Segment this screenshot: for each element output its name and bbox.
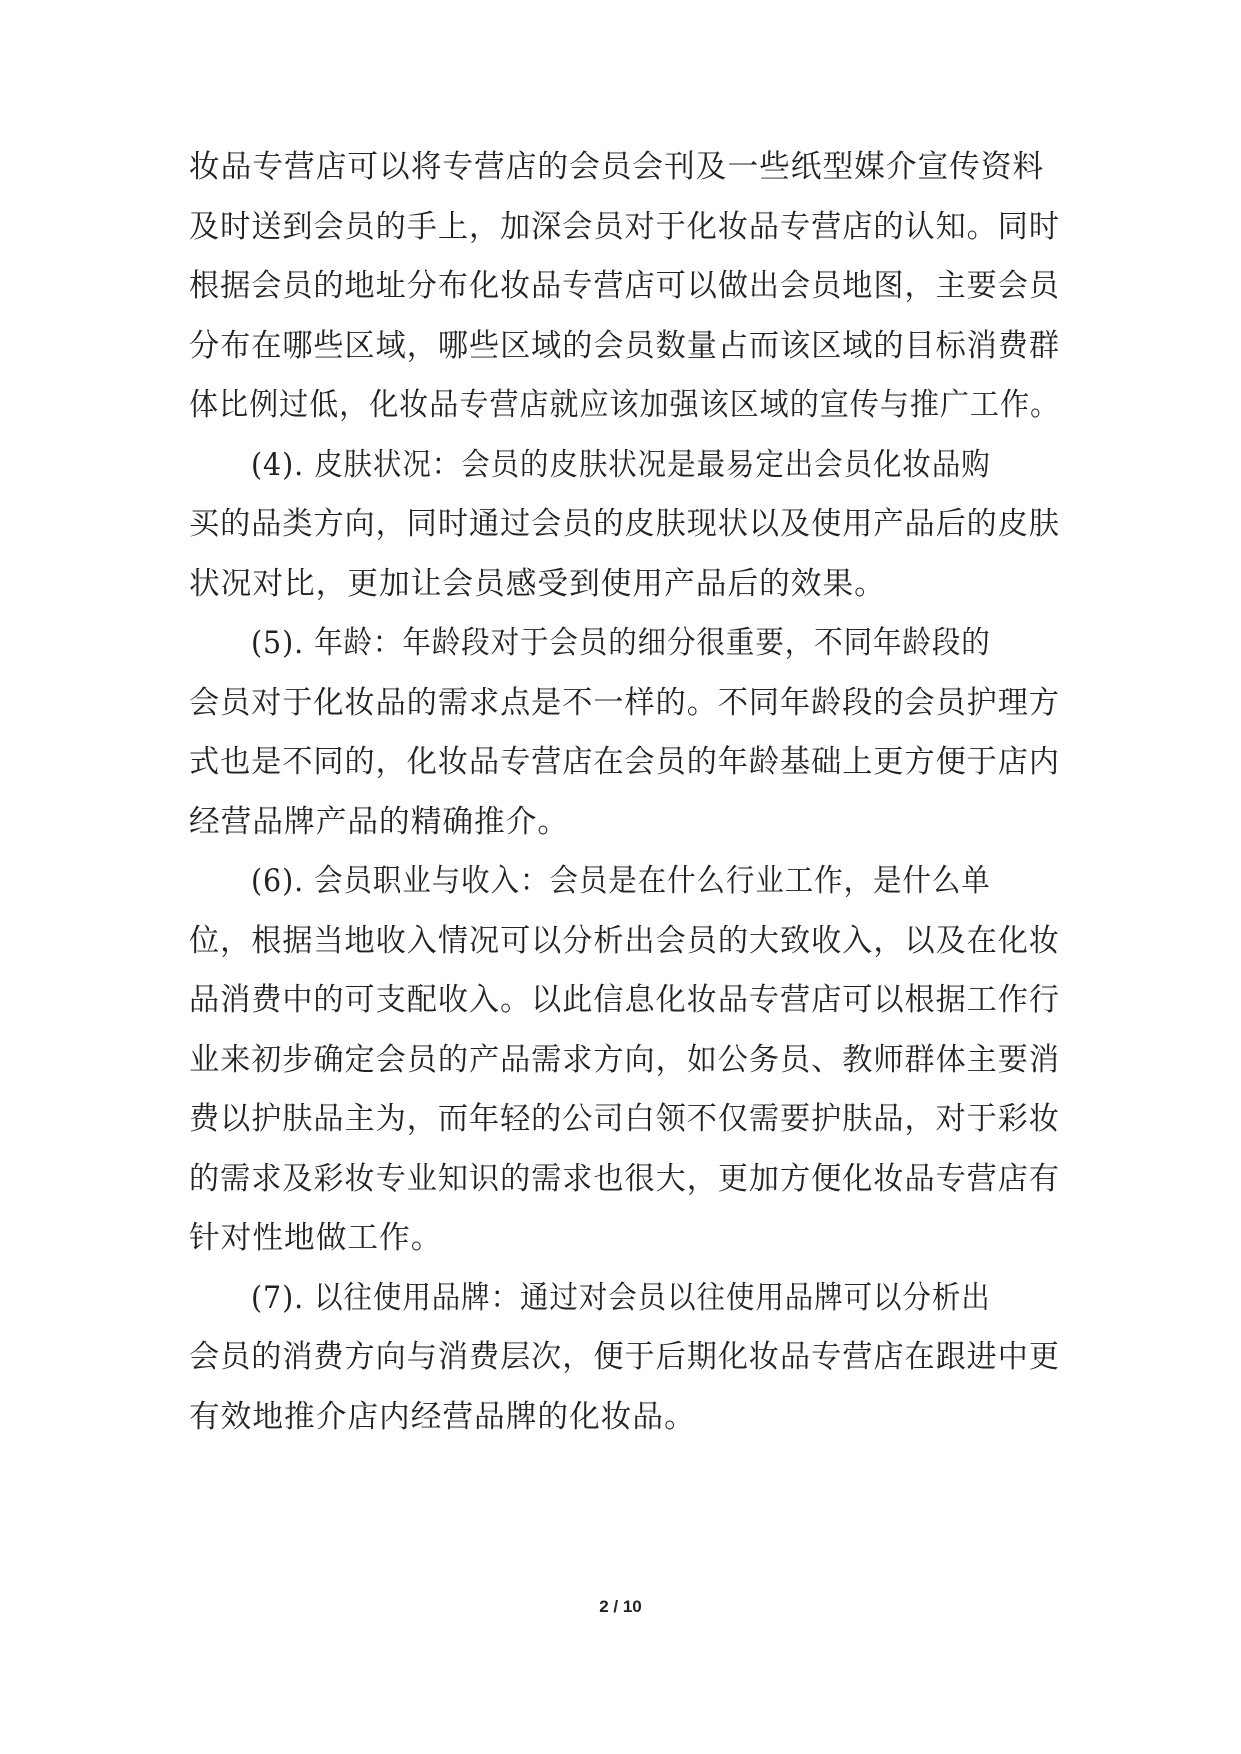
text-line: 业来初步确定会员的产品需求方向，如公务员、教师群体主要消 [189, 1042, 1061, 1078]
text-line: 的需求及彩妆专业知识的需求也很大，更加方便化妆品专营店有 [189, 1161, 1061, 1197]
paragraph-start-line: (6). 会员职业与收入：会员是在什么行业工作，是什么单 [251, 863, 991, 899]
text-line: 针对性地做工作。 [189, 1220, 443, 1256]
text-line: 位，根据当地收入情况可以分析出会员的大致收入，以及在化妆 [189, 923, 1061, 959]
text-line: 费以护肤品主为，而年轻的公司白领不仅需要护肤品，对于彩妆 [189, 1101, 1061, 1137]
text-line: 式也是不同的，化妆品专营店在会员的年龄基础上更方便于店内 [189, 744, 1061, 780]
paragraph-start-line: (5). 年龄：年龄段对于会员的细分很重要，不同年龄段的 [251, 625, 991, 661]
paragraph-start-line: (7). 以往使用品牌：通过对会员以往使用品牌可以分析出 [251, 1280, 991, 1316]
text-line: 分布在哪些区域，哪些区域的会员数量占而该区域的目标消费群 [189, 328, 1061, 364]
text-line: 买的品类方向，同时通过会员的皮肤现状以及使用产品后的皮肤 [189, 506, 1061, 542]
text-line: 体比例过低，化妆品专营店就应该加强该区域的宣传与推广工作。 [189, 387, 1061, 423]
text-line: 妆品专营店可以将专营店的会员会刊及一些纸型媒介宣传资料 [189, 149, 1045, 185]
text-line: 有效地推介店内经营品牌的化妆品。 [189, 1399, 696, 1435]
text-line: 及时送到会员的手上，加深会员对于化妆品专营店的认知。同时 [189, 209, 1061, 245]
text-line: 根据会员的地址分布化妆品专营店可以做出会员地图，主要会员 [189, 268, 1061, 304]
text-line: 会员的消费方向与消费层次，便于后期化妆品专营店在跟进中更 [189, 1339, 1061, 1375]
text-line: 状况对比，更加让会员感受到使用产品后的效果。 [189, 566, 886, 602]
text-line: 经营品牌产品的精确推介。 [189, 804, 570, 840]
paragraph-start-line: (4). 皮肤状况：会员的皮肤状况是最易定出会员化妆品购 [251, 447, 991, 483]
page-number: 2 / 10 [599, 1597, 642, 1616]
text-line: 品消费中的可支配收入。以此信息化妆品专营店可以根据工作行 [189, 982, 1061, 1018]
text-line: 会员对于化妆品的需求点是不一样的。不同年龄段的会员护理方 [189, 685, 1061, 721]
